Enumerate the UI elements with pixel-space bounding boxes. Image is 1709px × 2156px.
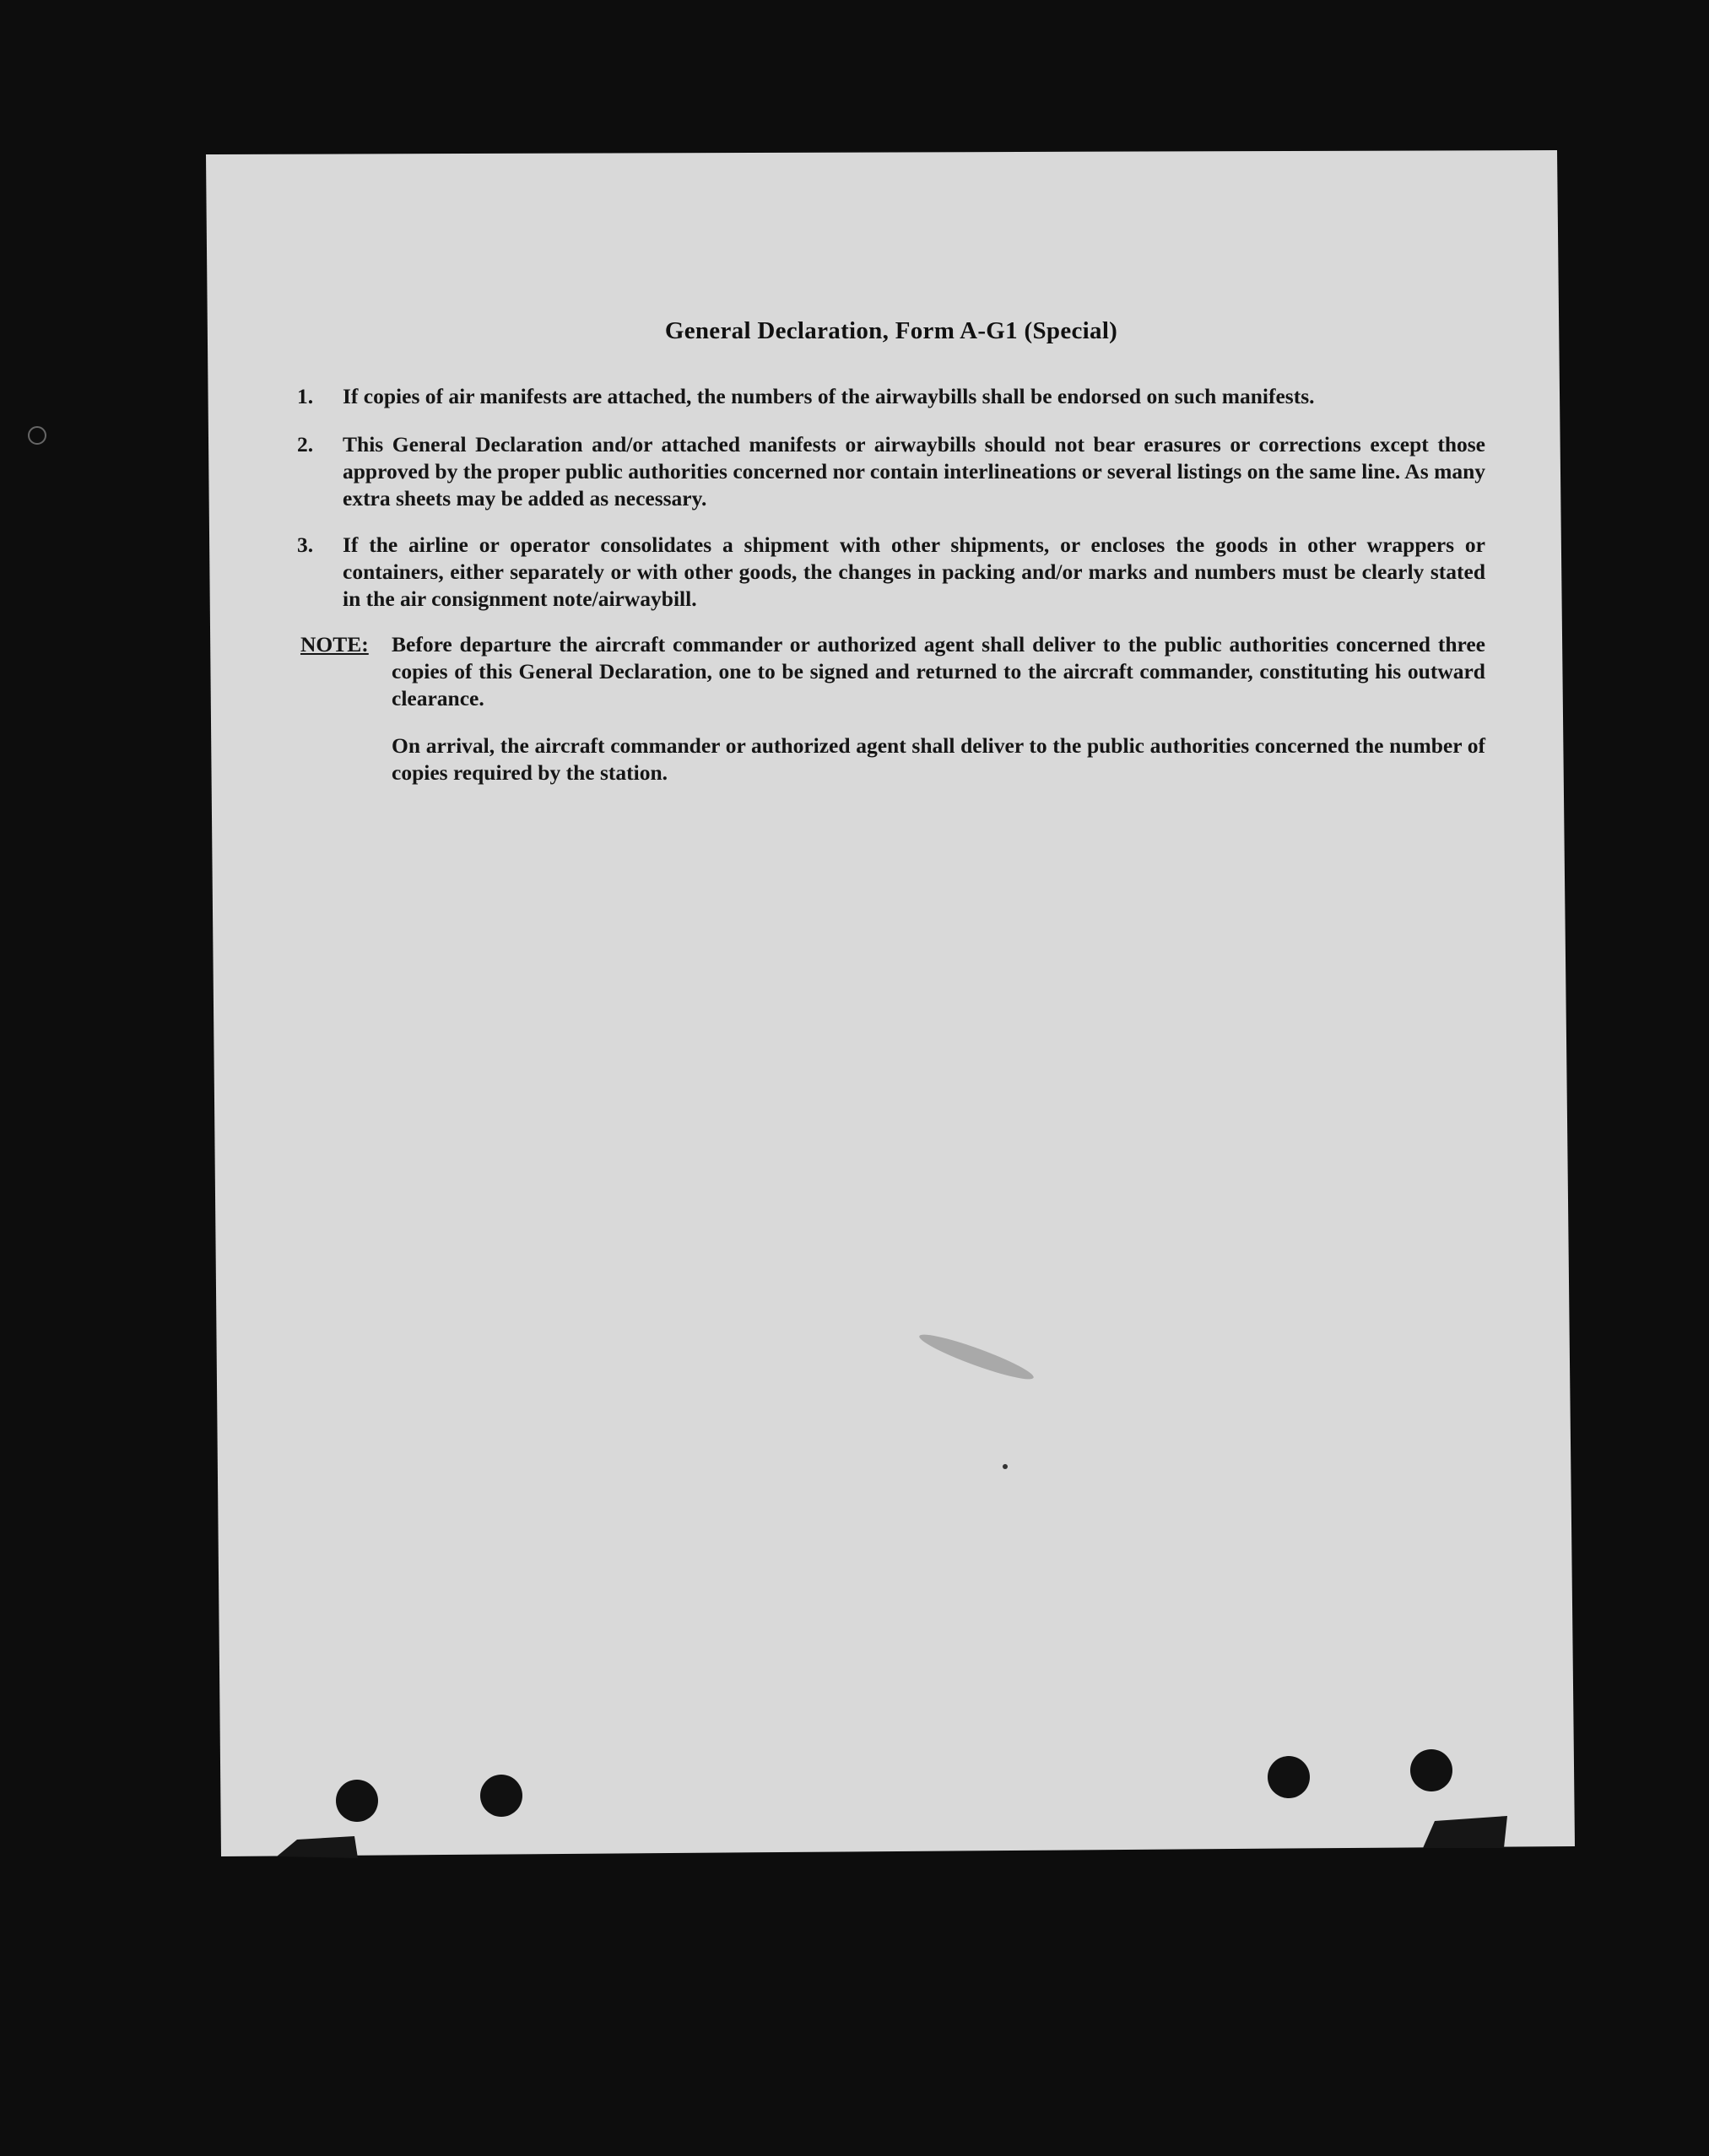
- page-title: General Declaration, Form A-G1 (Special): [664, 317, 1118, 344]
- item-number: 2.: [297, 432, 314, 457]
- note-label: NOTE:: [300, 632, 369, 657]
- list-item: [297, 532, 1485, 613]
- item-text: If copies of air manifests are attached, the numbers of the airwaybills shall be endorsed on such manifests.: [343, 384, 1315, 408]
- note-paragraph: On arrival, the aircraft commander or authorized agent shall deliver to the public authorities concerned the number of copies required by the station.: [392, 733, 1485, 785]
- item-number: 3.: [297, 532, 314, 557]
- list-item: [297, 431, 1485, 512]
- note-block: [300, 631, 1485, 807]
- note-paragraph: Before departure the aircraft commander or authorized agent shall deliver to the public authorities concerned three copies of this General Declaration, one to be signed and returned to the aircraft commander, constituting his outward clearance.: [392, 632, 1485, 711]
- item-number: 1.: [297, 384, 314, 408]
- item-text: If the airline or operator consolidates a shipment with other shipments, or encloses the goods in other wrappers or containers, either separately or with other goods, the changes in packing and/or marks and numbers must be clearly stated in the air consignment note/airwaybill.: [343, 532, 1485, 611]
- list-item: [297, 383, 1485, 410]
- item-text: This General Declaration and/or attached manifests or airwaybills should not bear erasures or corrections except those approved by the proper public authorities concerned nor contain interlineations or several listings on the same line. As many extra sheets may be added as necessary.: [343, 432, 1485, 511]
